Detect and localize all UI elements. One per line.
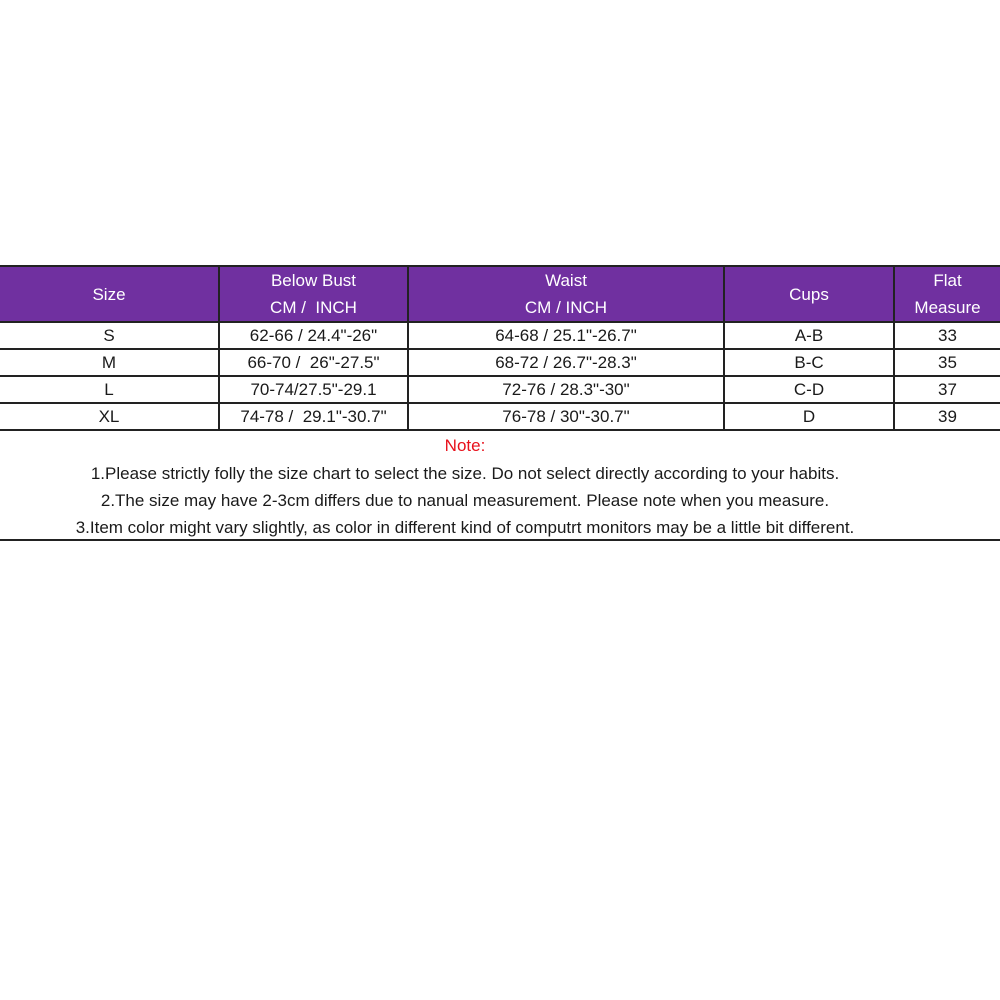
cell-size: XL — [0, 403, 219, 430]
cell-below-bust: 66-70 / 26"-27.5" — [219, 349, 408, 376]
cell-cups: C-D — [724, 376, 894, 403]
cell-cups: A-B — [724, 322, 894, 349]
note-line-3: 3.Item color might vary slightly, as color in different kind of computrt monitors may be a little bit different. — [75, 518, 855, 537]
note-line-2: 2.The size may have 2-3cm differs due to nanual measurement. Please note when you measure. — [100, 491, 830, 510]
header-size — [0, 266, 219, 322]
header-size-label: Size — [92, 284, 126, 304]
cell-size: M — [0, 349, 219, 376]
cell-flat-measure: 35 — [894, 349, 1000, 376]
note-line-1: 1.Please strictly folly the size chart to select the size. Do not select directly according to your habits. — [90, 464, 840, 483]
header-below-bust-unit: CM / INCH — [270, 298, 357, 317]
cell-waist: 64-68 / 25.1"-26.7" — [408, 322, 724, 349]
cell-below-bust: 70-74/27.5"-29.1 — [219, 376, 408, 403]
header-flat-measure — [894, 266, 1000, 322]
header-flat-label: Flat — [933, 271, 962, 290]
cell-flat-measure: 39 — [894, 403, 1000, 430]
table-row — [0, 349, 1000, 376]
header-below-bust-label: Below Bust — [270, 271, 357, 290]
cell-waist: 72-76 / 28.3"-30" — [408, 376, 724, 403]
header-measure-label: Measure — [914, 298, 981, 317]
cell-flat-measure: 33 — [894, 322, 1000, 349]
cell-cups: D — [724, 403, 894, 430]
header-waist — [408, 266, 724, 322]
header-below-bust — [219, 266, 408, 322]
header-cups-label: Cups — [789, 284, 829, 304]
cell-flat-measure: 37 — [894, 376, 1000, 403]
header-waist-unit: CM / INCH — [524, 298, 608, 317]
cell-size: L — [0, 376, 219, 403]
cell-cups: B-C — [724, 349, 894, 376]
size-chart-table — [0, 265, 1000, 431]
cell-below-bust: 62-66 / 24.4"-26" — [219, 322, 408, 349]
table-row — [0, 376, 1000, 403]
cell-waist: 68-72 / 26.7"-28.3" — [408, 349, 724, 376]
notes-section — [0, 432, 1000, 541]
table-row — [0, 322, 1000, 349]
table-row — [0, 403, 1000, 430]
note-title: Note: — [444, 436, 486, 455]
cell-below-bust: 74-78 / 29.1"-30.7" — [219, 403, 408, 430]
header-cups — [724, 266, 894, 322]
header-waist-label: Waist — [545, 271, 587, 290]
table-header-row — [0, 266, 1000, 322]
cell-waist: 76-78 / 30"-30.7" — [408, 403, 724, 430]
cell-size: S — [0, 322, 219, 349]
